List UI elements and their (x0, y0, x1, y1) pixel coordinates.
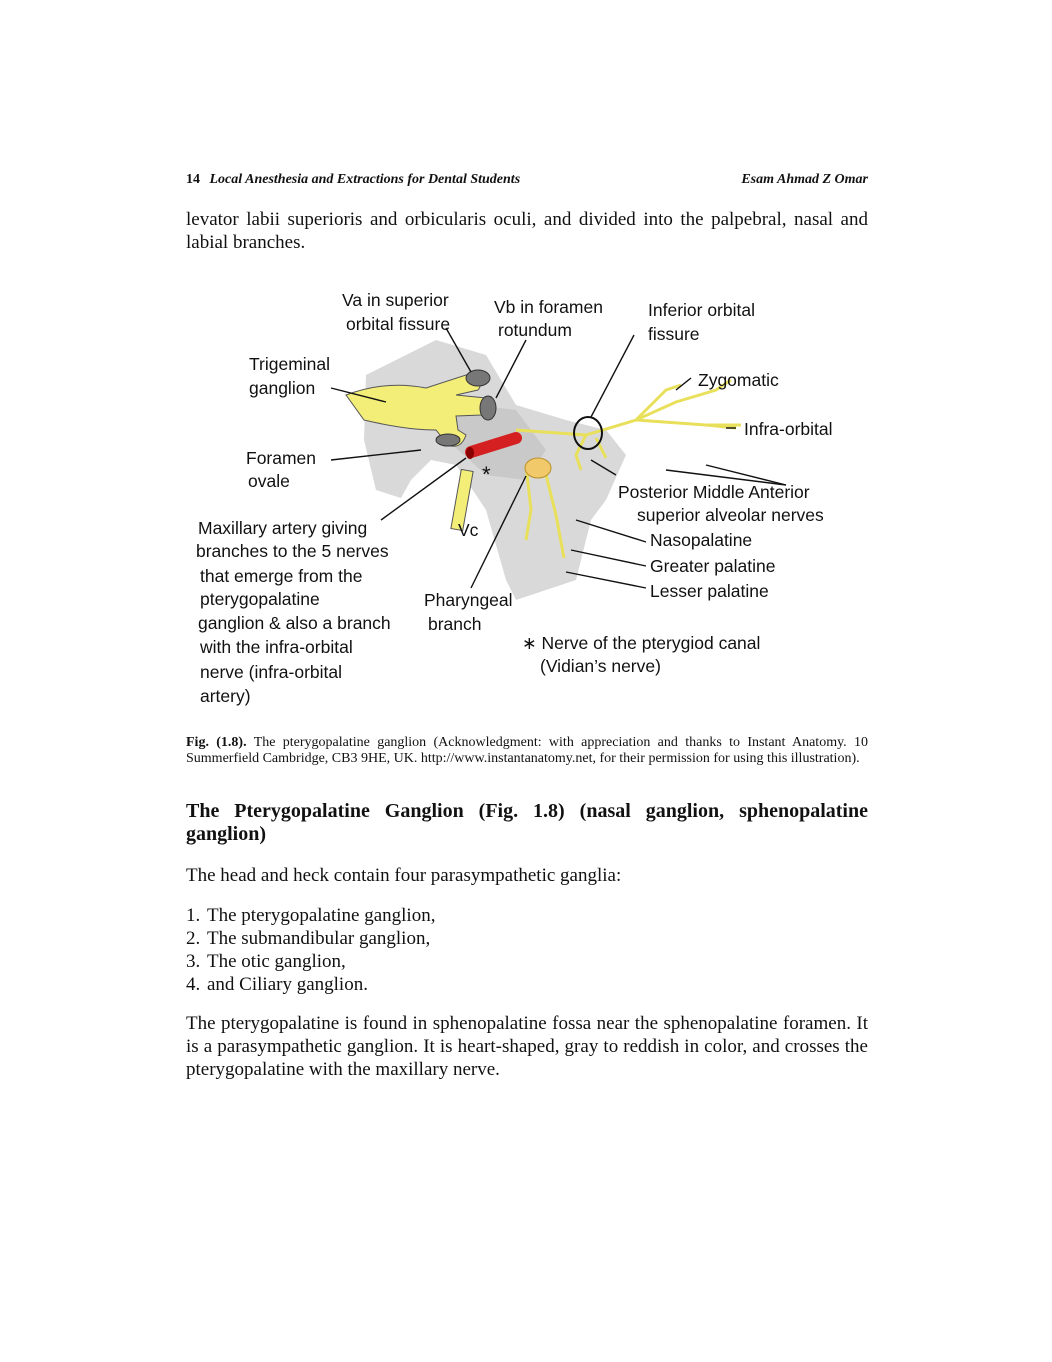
label-maxillary-line8: artery) (200, 686, 251, 706)
ganglia-intro: The head and heck contain four parasympathetic ganglia: (186, 865, 622, 886)
label-va-line2: orbital fissure (346, 314, 451, 334)
label-maxillary-line4: pterygopalatine (200, 589, 320, 609)
label-iof-line1: Inferior orbital (648, 300, 755, 320)
label-vb-line1: Vb in foramen (494, 297, 603, 317)
foramen-ovale-shape (436, 434, 460, 446)
caption-fig-ref: Fig. (1.8). (186, 735, 247, 750)
label-fo-line2: ovale (248, 471, 290, 491)
vb-foramen (480, 396, 496, 420)
artery-opening (466, 447, 474, 459)
label-nasopalatine: Nasopalatine (650, 530, 753, 550)
figure-caption (186, 735, 868, 766)
label-asterisk: * (482, 462, 491, 487)
list-item-number: 2. (186, 928, 201, 949)
list-item-text: and Ciliary ganglion. (207, 974, 368, 995)
list-item-number: 4. (186, 974, 201, 995)
label-va-line1: Va in superior (342, 290, 449, 310)
label-vidian-line2: (Vidian’s nerve) (540, 656, 661, 676)
label-vc: Vc (458, 520, 479, 540)
label-pharyngeal-line2: branch (428, 614, 482, 634)
label-trig-line1: Trigeminal (249, 354, 331, 374)
label-alveolar-line2: superior alveolar nerves (637, 505, 824, 525)
label-iof-line2: fissure (648, 324, 700, 344)
list-item (186, 927, 868, 950)
label-alveolar-line1: Posterior Middle Anterior (618, 482, 810, 502)
closing-paragraph: The pterygopalatine is found in sphenopalatine fossa near the sphenopalatine foramen. It is a parasympathetic ganglion. It is heart-shaped, gray to reddish in color, and crosses the pterygopalatine with the maxillary nerve. (186, 1013, 868, 1080)
list-item-text: The submandibular ganglion, (207, 928, 431, 949)
book-title: Local Anesthesia and Extractions for Dental Students (209, 172, 521, 187)
list-item-text: The otic ganglion, (207, 951, 346, 972)
label-maxillary-line5: ganglion & also a branch (198, 613, 391, 633)
list-item (186, 950, 868, 973)
label-maxillary-line3: that emerge from the (200, 566, 363, 586)
label-maxillary-line7: nerve (infra-orbital (200, 662, 342, 682)
running-header (186, 172, 868, 192)
label-greater-palatine: Greater palatine (650, 556, 776, 576)
label-vidian-line1: ∗ Nerve of the pterygiod canal (522, 633, 761, 653)
intro-paragraph: levator labii superioris and orbicularis oculi, and divided into the palpebral, nasal and labial branches. (186, 209, 868, 253)
label-trig-line2: ganglion (249, 378, 316, 398)
anatomy-illustration (186, 280, 868, 720)
label-pharyngeal-line1: Pharyngeal (424, 590, 513, 610)
label-fo-line1: Foramen (246, 448, 317, 468)
va-foramen (466, 370, 490, 386)
pterygopalatine-ganglion (525, 458, 551, 478)
caption-text: The pterygopalatine ganglion (Acknowledgment: with appreciation and thanks to Instant Anatomy. 10 Summerfield Cambridge, CB3 9HE, UK. http://www.instantanatomy.net, for their permission for using this illustration). (186, 735, 869, 766)
label-lesser-palatine: Lesser palatine (650, 581, 769, 601)
author-name: Esam Ahmad Z Omar (741, 172, 868, 187)
label-maxillary-line1: Maxillary artery giving (198, 518, 368, 538)
list-item-number: 3. (186, 951, 201, 972)
label-maxillary-line2: branches to the 5 nerves (196, 541, 389, 561)
ganglia-list (186, 904, 868, 996)
figure-pterygopalatine-ganglion (186, 280, 868, 720)
section-heading: The Pterygopalatine Ganglion (Fig. 1.8) (nasal ganglion, sphenopalatine ganglion) (186, 800, 868, 845)
label-vb-line2: rotundum (498, 320, 572, 340)
list-item-number: 1. (186, 905, 201, 926)
list-item-text: The pterygopalatine ganglion, (207, 905, 436, 926)
page-number: 14 (186, 172, 200, 187)
list-item (186, 973, 868, 996)
label-maxillary-line6: with the infra-orbital (200, 637, 353, 657)
label-infraorbital: Infra-orbital (744, 419, 833, 439)
list-item (186, 904, 868, 927)
label-zygomatic: Zygomatic (698, 370, 779, 390)
